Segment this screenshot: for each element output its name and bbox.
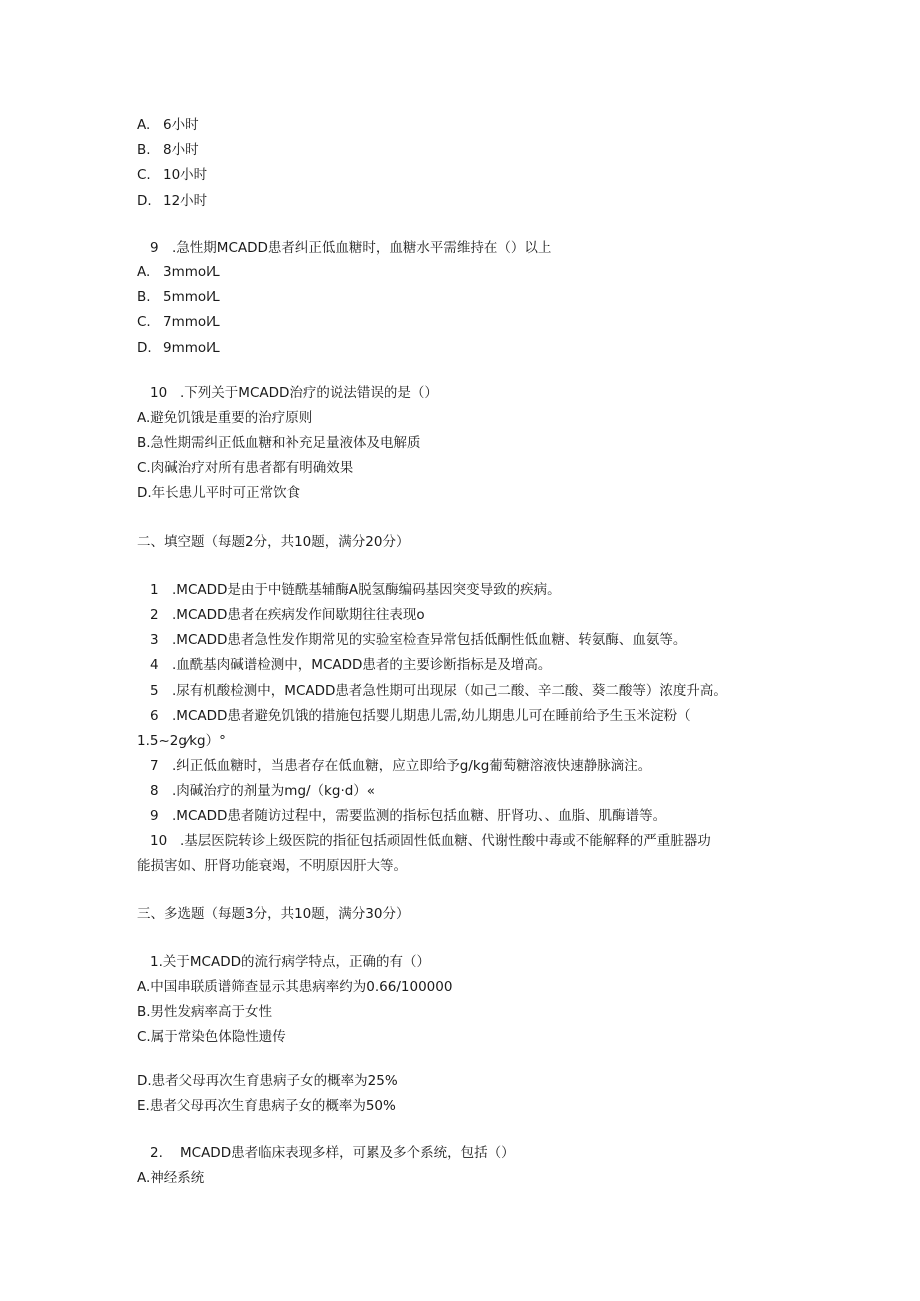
q9-option-c: C. 7mmol⁄L [137, 314, 220, 330]
fill-item-3: 3 .MCADD患者急性发作期常见的实验室检查异常包括低酮性低血糖、转氨酶、血氨等。 [150, 632, 687, 648]
q10-option-d: D.年长患儿平时可正常饮食 [137, 485, 301, 501]
fill-item-1: 1 .MCADD是由于中链酰基辅酶A脱氢酶编码基因突变导致的疾病。 [150, 582, 561, 598]
q8-option-a: A. 6小时 [137, 117, 199, 133]
q8-option-b: B. 8小时 [137, 142, 199, 158]
mq1-option-b: B.男性发病率高于女性 [137, 1004, 273, 1020]
q10-option-c: C.肉碱治疗对所有患者都有明确效果 [137, 460, 354, 476]
section-2-title: 二、填空题（每题2分，共10题，满分20分） [137, 534, 410, 550]
mq1-option-d: D.患者父母再次生育患病子女的概率为25% [137, 1073, 398, 1089]
fill-item-6-continued: 1.5~2g⁄kg）° [137, 733, 226, 749]
fill-item-8: 8 .肉碱治疗的剂量为mg/（kg·d）« [150, 783, 376, 799]
multi-question-2: 2. MCADD患者临床表现多样，可累及多个系统，包括（） [150, 1145, 515, 1161]
multi-question-1: 1.关于MCADD的流行病学特点，正确的有（） [150, 954, 430, 970]
fill-item-2: 2 .MCADD患者在疾病发作间歇期往往表现o [150, 607, 425, 623]
question-10: 10 .下列关于MCADD治疗的说法错误的是（） [150, 385, 438, 401]
fill-item-10-continued: 能损害如、肝肾功能衰竭，不明原因肝大等。 [137, 858, 407, 874]
mq2-option-a: A.神经系统 [137, 1170, 205, 1186]
fill-item-9: 9 .MCADD患者随访过程中，需要监测的指标包括血糖、肝肾功、、血脂、肌酶谱等。 [150, 808, 667, 824]
mq1-option-e: E.患者父母再次生育患病子女的概率为50% [137, 1098, 396, 1114]
mq1-option-a: A.中国串联质谱筛查显示其患病率约为0.66/100000 [137, 979, 453, 995]
q8-option-d: D. 12小时 [137, 193, 208, 209]
q9-option-b: B. 5mmol⁄L [137, 289, 220, 305]
q8-option-c: C. 10小时 [137, 167, 208, 183]
fill-item-6: 6 .MCADD患者避免饥饿的措施包括婴儿期患儿需,幼儿期患儿可在睡前给予生玉米淀粉（ [150, 708, 691, 724]
question-9: 9 .急性期MCADD患者纠正低血糖时，血糖水平需维持在（）以上 [150, 240, 552, 256]
fill-item-4: 4 .血酰基肉碱谱检测中，MCADD患者的主要诊断指标是及增高。 [150, 657, 552, 673]
section-3-title: 三、多选题（每题3分，共10题，满分30分） [137, 906, 410, 922]
q9-option-a: A. 3mmol⁄L [137, 264, 220, 280]
q10-option-a: A.避免饥饿是重要的治疗原则 [137, 410, 313, 426]
q9-option-d: D. 9mmol⁄L [137, 340, 220, 356]
fill-item-10: 10 .基层医院转诊上级医院的指征包括顽固性低血糖、代谢性酸中毒或不能解释的严重脏器功 [150, 833, 711, 849]
mq1-option-c: C.属于常染色体隐性遗传 [137, 1029, 286, 1045]
q10-option-b: B.急性期需纠正低血糖和补充足量液体及电解质 [137, 435, 421, 451]
fill-item-7: 7 .纠正低血糖时，当患者存在低血糖，应立即给予g/kg葡萄糖溶液快速静脉滴注。 [150, 758, 652, 774]
fill-item-5: 5 .尿有机酸检测中，MCADD患者急性期可出现尿（如己二酸、辛二酸、葵二酸等）浓度升高。 [150, 683, 727, 699]
